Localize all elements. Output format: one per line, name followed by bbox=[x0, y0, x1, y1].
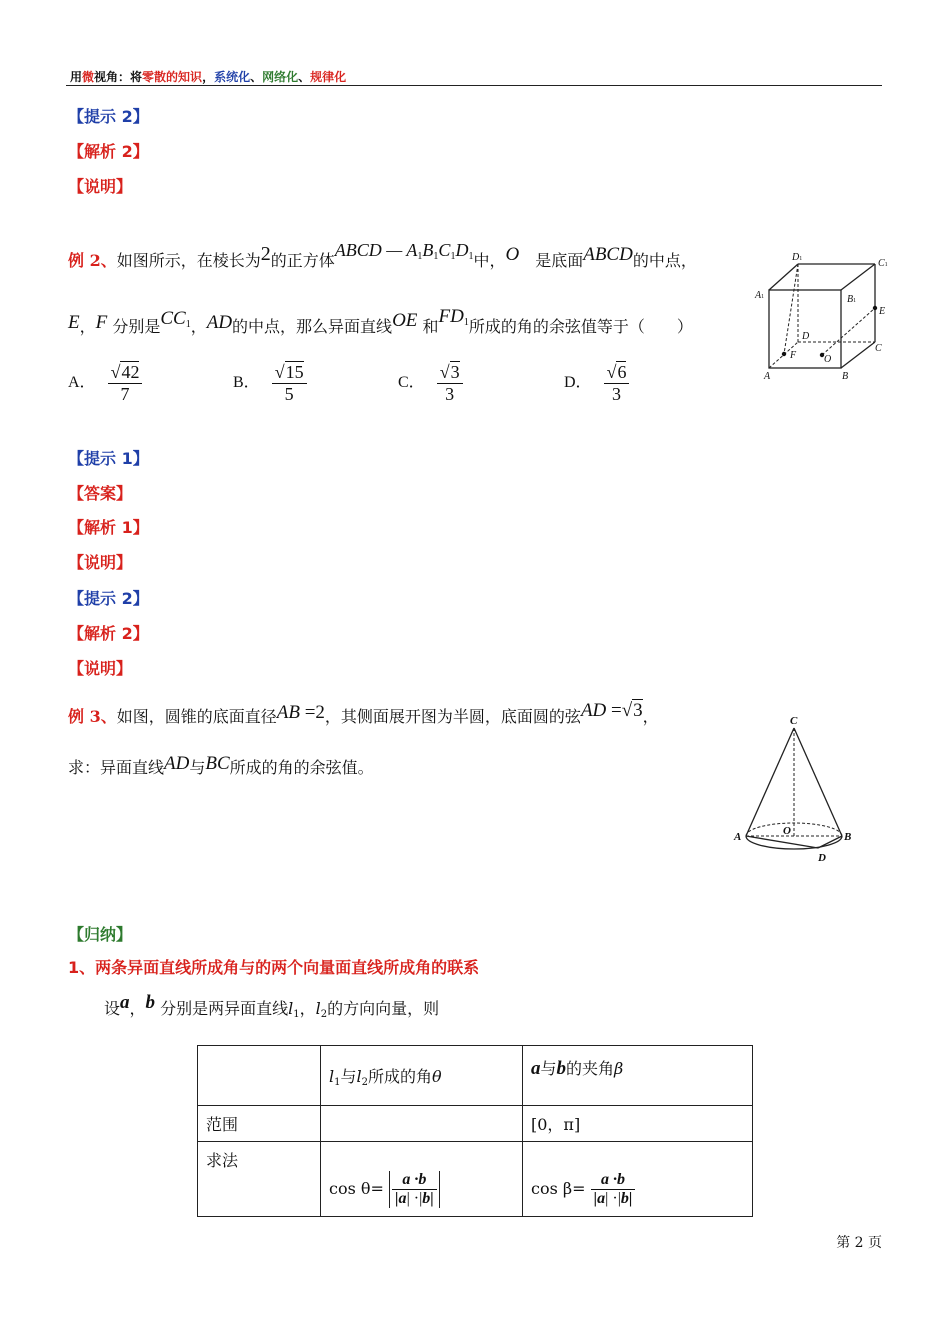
option-a[interactable]: A． $\frac{√42}{7}$ bbox=[68, 362, 142, 405]
tag-hint-2b: 【提示 2】 bbox=[68, 589, 149, 608]
example2-line2: E，F 分别是$CC_1$，AD的中点，那么异面直线OE 和$FD_1$所成的角的余弦值等于（ ） bbox=[68, 306, 693, 336]
tag-summary: 【归纳】 bbox=[68, 925, 133, 944]
cone-label-o: O bbox=[783, 825, 791, 837]
comparison-table bbox=[197, 1045, 753, 1217]
cone-figure bbox=[730, 712, 860, 868]
example3-line2: 求：异面直线AD与BC所成的角的余弦值。 bbox=[68, 753, 374, 777]
label-b: B bbox=[842, 371, 849, 382]
table-range-label: 范围 bbox=[198, 1106, 321, 1142]
point-f bbox=[782, 352, 786, 356]
table-method-theta: cos θ= $\frac{a \cdot b}{|a| \cdot|b|}$ bbox=[321, 1142, 523, 1217]
option-c[interactable]: C． $\frac{√3}{3}$ bbox=[398, 362, 463, 405]
label-c1: C1 bbox=[878, 258, 888, 269]
summary-heading: 1、两条异面直线所成角与的两个向量面直线所成角的联系 bbox=[68, 958, 480, 977]
table-header-theta: $l_1$与$l_2$所成的角θ bbox=[321, 1046, 523, 1106]
table-range-beta: [0，π] bbox=[523, 1106, 753, 1142]
tag-hint-1: 【提示 1】 bbox=[68, 449, 149, 468]
summary-intro: 设a，b 分别是两异面直线$l_1$，$l_2$的方向向量，则 bbox=[104, 992, 440, 1020]
cone-label-c: C bbox=[790, 715, 798, 727]
example3-line1: 例 3、如图，圆锥的底面直径AB =2，其侧面展开图为半圆，底面圆的弦AD =√3， bbox=[68, 700, 659, 726]
example2-line1: 例 2、如图所示，在棱长为2的正方体ABCD — $A_1B_1C_1D_1$中，O 是底面ABCD的中点， bbox=[68, 240, 697, 270]
tag-note-2: 【说明】 bbox=[68, 553, 133, 572]
tag-note-3: 【说明】 bbox=[68, 659, 133, 678]
cone-label-d: D bbox=[818, 852, 826, 864]
table-range-theta bbox=[321, 1106, 523, 1142]
tag-note: 【说明】 bbox=[68, 177, 133, 196]
cube-figure bbox=[748, 248, 896, 386]
label-o: O bbox=[824, 354, 832, 365]
label-f: F bbox=[790, 350, 797, 361]
label-b1: B1 bbox=[847, 294, 857, 305]
label-a: A bbox=[764, 371, 771, 382]
option-b[interactable]: B． $\frac{√15}{5}$ bbox=[233, 362, 307, 405]
label-d1: D1 bbox=[792, 252, 803, 263]
table-method-label: 求法 bbox=[198, 1142, 321, 1217]
table-header-beta: a与b的夹角β bbox=[523, 1046, 753, 1106]
page-header: 用微视角：将零散的知识，系统化、网络化、规律化 bbox=[70, 70, 347, 84]
page-number: 第 2 页 bbox=[836, 1235, 882, 1251]
tag-analysis-2: 【解析 2】 bbox=[68, 142, 149, 161]
point-e bbox=[873, 306, 877, 310]
label-d: D bbox=[802, 331, 810, 342]
tag-hint-2: 【提示 2】 bbox=[68, 107, 149, 126]
tag-analysis-2b: 【解析 2】 bbox=[68, 624, 149, 643]
option-d[interactable]: D． $\frac{√6}{3}$ bbox=[564, 362, 629, 405]
cone-label-b: B bbox=[844, 831, 852, 843]
label-c: C bbox=[875, 343, 882, 354]
header-rule bbox=[66, 85, 882, 86]
tag-answer: 【答案】 bbox=[68, 484, 133, 503]
tag-analysis-1: 【解析 1】 bbox=[68, 518, 149, 537]
label-e: E bbox=[879, 306, 886, 317]
table-method-beta: cos β= $\frac{a \cdot b}{|a| \cdot|b|}$ bbox=[523, 1142, 753, 1217]
table-header-empty bbox=[198, 1046, 321, 1106]
cone-label-a: A bbox=[734, 831, 742, 843]
label-a1: A1 bbox=[755, 290, 765, 301]
